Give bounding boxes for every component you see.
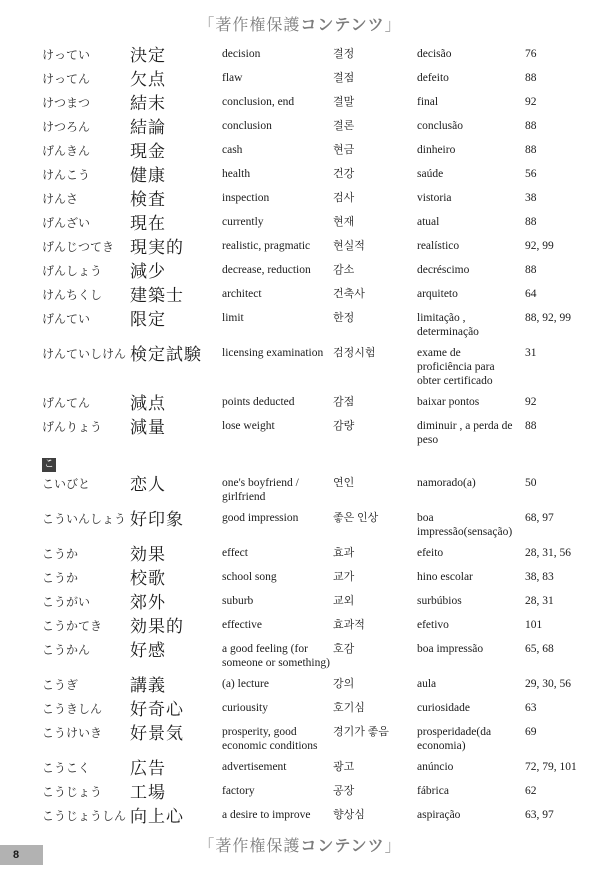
cell-kanji: 結論: [130, 118, 166, 137]
cell-kanji: 限定: [130, 310, 166, 329]
cell-korean: 감량: [333, 420, 355, 432]
vocab-row: [42, 570, 582, 587]
cell-portuguese: baixar pontos: [417, 396, 480, 408]
cell-pages: 69: [525, 726, 537, 738]
cell-kanji: 好感: [130, 641, 166, 660]
vocab-row: [42, 546, 582, 563]
cell-reading: げんじつてき: [42, 240, 115, 254]
vocab-row: [42, 784, 582, 801]
cell-korean: 효과적: [333, 619, 365, 631]
cell-reading: こうこく: [42, 761, 91, 775]
cell-kanji: 好印象: [130, 510, 184, 529]
cell-korean: 강의: [333, 678, 355, 690]
footer-bracket-close: 」: [384, 838, 402, 855]
cell-korean: 검정시험: [333, 347, 376, 359]
cell-kanji: 講義: [130, 676, 166, 695]
cell-kanji: 校歌: [130, 569, 166, 588]
cell-english: currently: [222, 216, 264, 228]
cell-english: a good feeling (for someone or something): [222, 643, 330, 669]
footer-copyright-gothic-text: コンテンツ: [300, 838, 385, 855]
cell-korean: 경기가 좋음: [333, 726, 389, 738]
cell-kanji: 減量: [130, 418, 166, 437]
header-bracket-close: 」: [384, 17, 402, 34]
cell-korean: 교외: [333, 595, 355, 607]
cell-reading: こうぎ: [42, 678, 79, 692]
cell-pages: 88: [525, 216, 537, 228]
cell-korean: 연인: [333, 477, 355, 489]
vocab-row: [42, 215, 582, 232]
cell-english: a desire to improve: [222, 809, 311, 821]
cell-korean: 결정: [333, 48, 355, 60]
page-number-box: [0, 845, 43, 865]
cell-portuguese: atual: [417, 216, 440, 228]
cell-reading: けつろん: [42, 120, 91, 134]
cell-pages: 68, 97: [525, 512, 554, 524]
vocab-row: [42, 808, 582, 825]
cell-reading: げんしょう: [42, 264, 103, 278]
cell-reading: けってい: [42, 48, 91, 62]
cell-portuguese: curiosidade: [417, 702, 471, 714]
cell-english: conclusion: [222, 120, 272, 132]
cell-reading: こうけいき: [42, 726, 103, 740]
cell-pages: 88, 92, 99: [525, 312, 571, 324]
cell-english: decrease, reduction: [222, 264, 311, 276]
header-bracket-open: 「: [198, 17, 216, 34]
vocab-row: [42, 618, 582, 635]
cell-english: effective: [222, 619, 263, 631]
cell-reading: こうか: [42, 547, 79, 561]
cell-reading: げんきん: [42, 144, 91, 158]
cell-reading: こうじょうしん: [42, 809, 127, 823]
cell-portuguese: aula: [417, 678, 437, 690]
cell-english: good impression: [222, 512, 299, 524]
cell-korean: 결점: [333, 72, 355, 84]
cell-korean: 호기심: [333, 702, 365, 714]
cell-english: one's boyfriend / girlfriend: [222, 477, 299, 503]
cell-pages: 29, 30, 56: [525, 678, 571, 690]
cell-portuguese: efetivo: [417, 619, 449, 631]
cell-korean: 효과: [333, 547, 355, 559]
cell-portuguese: arquiteto: [417, 288, 458, 300]
cell-pages: 63, 97: [525, 809, 554, 821]
cell-pages: 62: [525, 785, 537, 797]
cell-english: health: [222, 168, 251, 180]
cell-korean: 공장: [333, 785, 355, 797]
vocab-row: [42, 263, 582, 280]
cell-reading: げんざい: [42, 216, 91, 230]
cell-reading: こういんしょう: [42, 512, 127, 526]
cell-korean: 향상심: [333, 809, 365, 821]
cell-english: prosperity, good economic conditions: [222, 726, 318, 752]
cell-reading: げんてい: [42, 312, 91, 326]
cell-pages: 65, 68: [525, 643, 554, 655]
cell-korean: 호감: [333, 643, 355, 655]
cell-portuguese: boa impressão(sensação): [417, 512, 513, 538]
cell-reading: けってん: [42, 72, 91, 86]
cell-pages: 63: [525, 702, 537, 714]
cell-korean: 건강: [333, 168, 355, 180]
vocab-row: [42, 476, 582, 504]
cell-reading: けつまつ: [42, 96, 91, 110]
cell-kanji: 効果的: [130, 617, 184, 636]
cell-korean: 결말: [333, 96, 355, 108]
section-marker-box: こ: [44, 459, 54, 470]
cell-kanji: 建築士: [130, 286, 184, 305]
section-marker-row: [42, 454, 582, 469]
cell-portuguese: namorado(a): [417, 477, 476, 489]
vocab-row: [42, 119, 582, 136]
vocab-row: [42, 594, 582, 611]
header-copyright-notice: [0, 0, 600, 35]
vocab-row: [42, 95, 582, 112]
cell-english: realistic, pragmatic: [222, 240, 311, 252]
cell-pages: 28, 31, 56: [525, 547, 571, 559]
cell-portuguese: realístico: [417, 240, 460, 252]
page-number: 8: [13, 849, 20, 861]
cell-english: school song: [222, 571, 277, 583]
cell-korean: 현금: [333, 144, 355, 156]
cell-reading: こうかてき: [42, 619, 103, 633]
cell-kanji: 現在: [130, 214, 166, 233]
cell-english: effect: [222, 547, 248, 559]
vocab-row: [42, 311, 582, 339]
cell-english: flaw: [222, 72, 243, 84]
cell-portuguese: saúde: [417, 168, 444, 180]
cell-english: inspection: [222, 192, 270, 204]
vocab-row: [42, 191, 582, 208]
cell-kanji: 減少: [130, 262, 166, 281]
cell-kanji: 決定: [130, 46, 166, 65]
cell-korean: 한정: [333, 312, 355, 324]
cell-portuguese: diminuir , a perda de peso: [417, 420, 513, 446]
cell-pages: 31: [525, 347, 537, 359]
vocab-row: [42, 239, 582, 256]
cell-reading: げんてん: [42, 396, 91, 410]
header-copyright-gothic-text: コンテンツ: [300, 17, 385, 34]
cell-portuguese: boa impressão: [417, 643, 484, 655]
vocab-row: [42, 395, 582, 412]
cell-pages: 28, 31: [525, 595, 554, 607]
cell-english: conclusion, end: [222, 96, 295, 108]
cell-kanji: 健康: [130, 166, 166, 185]
vocab-row: [42, 701, 582, 718]
vocab-table: [42, 47, 582, 825]
cell-korean: 감점: [333, 396, 355, 408]
cell-english: limit: [222, 312, 244, 324]
cell-reading: こうかん: [42, 643, 91, 657]
cell-portuguese: aspiração: [417, 809, 461, 821]
cell-korean: 건축사: [333, 288, 365, 300]
cell-kanji: 現実的: [130, 238, 184, 257]
cell-pages: 92: [525, 96, 537, 108]
cell-reading: こうきしん: [42, 702, 103, 716]
cell-pages: 56: [525, 168, 537, 180]
cell-reading: けんていしけん: [42, 347, 127, 361]
cell-english: suburb: [222, 595, 254, 607]
cell-kanji: 郊外: [130, 593, 166, 612]
cell-pages: 76: [525, 48, 537, 60]
footer-copyright-serif-text: 著作権保護: [215, 838, 301, 855]
cell-kanji: 効果: [130, 545, 166, 564]
cell-reading: こうがい: [42, 595, 91, 609]
cell-english: points deducted: [222, 396, 295, 408]
cell-kanji: 工場: [130, 783, 166, 802]
cell-korean: 결론: [333, 120, 355, 132]
vocab-row: [42, 642, 582, 670]
cell-korean: 교가: [333, 571, 355, 583]
cell-pages: 88: [525, 72, 537, 84]
cell-pages: 92: [525, 396, 537, 408]
cell-pages: 88: [525, 144, 537, 156]
cell-english: factory: [222, 785, 255, 797]
cell-portuguese: decréscimo: [417, 264, 470, 276]
cell-portuguese: fábrica: [417, 785, 449, 797]
cell-reading: こうじょう: [42, 785, 103, 799]
cell-korean: 현재: [333, 216, 355, 228]
footer-bracket-open: 「: [198, 838, 216, 855]
cell-english: (a) lecture: [222, 678, 269, 690]
cell-kanji: 検定試験: [130, 345, 202, 364]
vocab-row: [42, 71, 582, 88]
cell-pages: 64: [525, 288, 537, 300]
cell-kanji: 恋人: [130, 475, 166, 494]
cell-pages: 88: [525, 420, 537, 432]
vocab-row: [42, 511, 582, 539]
cell-kanji: 広告: [130, 759, 166, 778]
cell-portuguese: hino escolar: [417, 571, 473, 583]
cell-korean: 검사: [333, 192, 355, 204]
vocab-row: [42, 287, 582, 304]
cell-kanji: 現金: [130, 142, 166, 161]
vocab-row: [42, 677, 582, 694]
cell-reading: こいびと: [42, 477, 91, 491]
cell-pages: 92, 99: [525, 240, 554, 252]
cell-english: advertisement: [222, 761, 287, 773]
cell-pages: 88: [525, 264, 537, 276]
cell-reading: けんちくし: [42, 288, 103, 302]
cell-portuguese: conclusão: [417, 120, 463, 132]
cell-pages: 72, 79, 101: [525, 761, 577, 773]
vocab-row: [42, 167, 582, 184]
cell-reading: こうか: [42, 571, 79, 585]
cell-english: licensing examination: [222, 347, 324, 359]
vocab-row: [42, 760, 582, 777]
cell-english: cash: [222, 144, 243, 156]
cell-pages: 88: [525, 120, 537, 132]
cell-portuguese: final: [417, 96, 439, 108]
header-copyright-serif-text: 著作権保護: [215, 17, 301, 34]
cell-kanji: 向上心: [130, 807, 184, 826]
cell-korean: 광고: [333, 761, 355, 773]
cell-portuguese: surbúbios: [417, 595, 462, 607]
cell-portuguese: defeito: [417, 72, 449, 84]
cell-kanji: 結末: [130, 94, 166, 113]
cell-english: curiousity: [222, 702, 268, 714]
cell-reading: けんこう: [42, 168, 91, 182]
cell-pages: 38: [525, 192, 537, 204]
cell-kanji: 好景気: [130, 724, 184, 743]
vocab-row: [42, 346, 582, 388]
cell-korean: 감소: [333, 264, 355, 276]
cell-kanji: 減点: [130, 394, 166, 413]
cell-reading: けんさ: [42, 192, 79, 206]
cell-kanji: 検査: [130, 190, 166, 209]
vocab-row: [42, 725, 582, 753]
cell-portuguese: dinheiro: [417, 144, 456, 156]
cell-portuguese: decisão: [417, 48, 452, 60]
cell-reading: げんりょう: [42, 420, 103, 434]
cell-portuguese: limitação , determinação: [417, 312, 479, 338]
cell-kanji: 好奇心: [130, 700, 184, 719]
cell-pages: 50: [525, 477, 537, 489]
cell-korean: 좋은 인상: [333, 512, 379, 524]
cell-english: lose weight: [222, 420, 275, 432]
footer-copyright-notice: [0, 833, 600, 856]
cell-portuguese: vistoria: [417, 192, 452, 204]
cell-portuguese: efeito: [417, 547, 444, 559]
cell-korean: 현실적: [333, 240, 365, 252]
cell-pages: 38, 83: [525, 571, 554, 583]
vocab-row: [42, 419, 582, 447]
vocab-row: [42, 47, 582, 64]
vocab-row: [42, 143, 582, 160]
cell-portuguese: anúncio: [417, 761, 454, 773]
cell-english: decision: [222, 48, 261, 60]
cell-portuguese: prosperidade(da economia): [417, 726, 492, 752]
cell-kanji: 欠点: [130, 70, 166, 89]
cell-pages: 101: [525, 619, 543, 631]
cell-english: architect: [222, 288, 262, 300]
cell-portuguese: exame de proficiência para obter certificado: [417, 347, 495, 387]
